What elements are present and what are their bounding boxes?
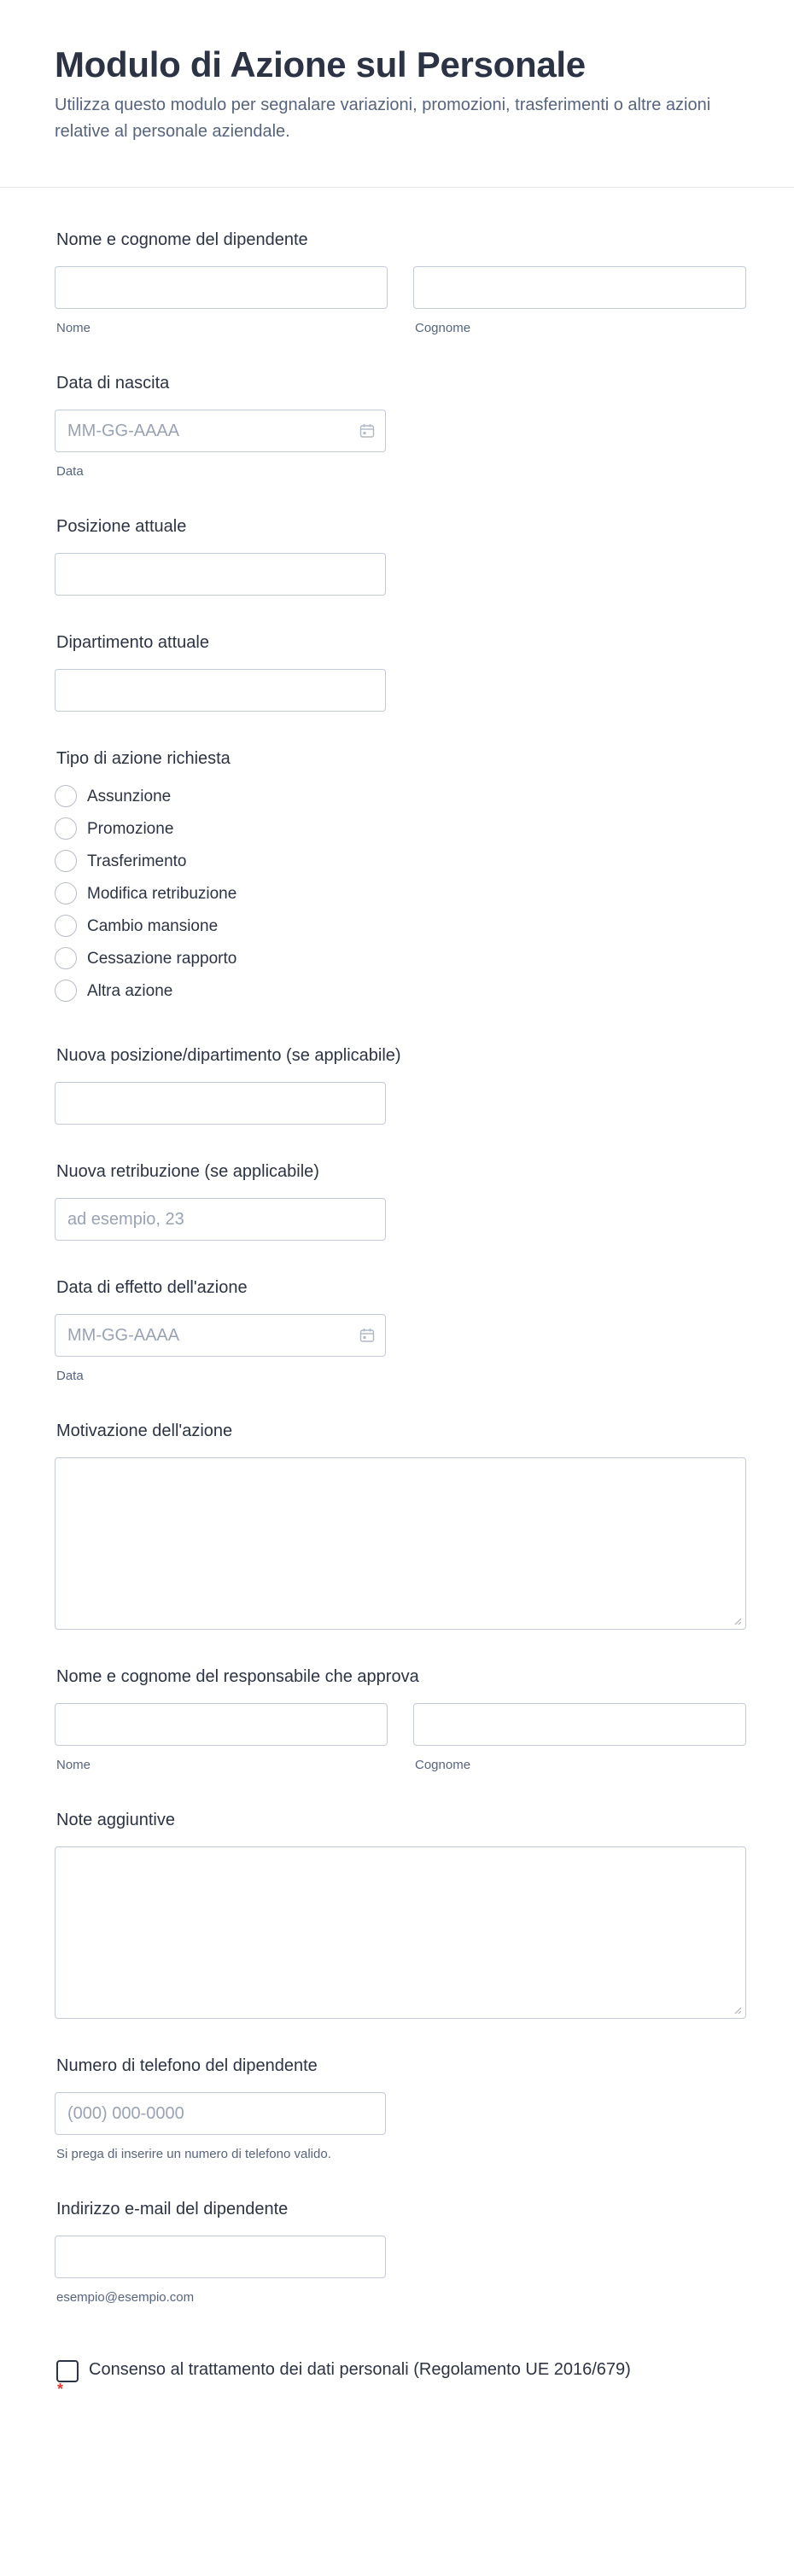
current-department-field[interactable] — [55, 669, 386, 712]
notes-textarea[interactable] — [55, 1847, 745, 2018]
radio-option-label: Altra azione — [87, 982, 173, 1000]
new-position-input[interactable] — [55, 1083, 385, 1124]
effective-date-sublabel: Data — [56, 1369, 84, 1383]
effective-date-label: Data di effetto dell'azione — [56, 1278, 248, 1297]
consent-label[interactable]: Consenso al trattamento dei dati personali (Regolamento UE 2016/679) — [89, 2360, 631, 2379]
radio-button[interactable] — [55, 882, 77, 904]
new-position-field[interactable] — [55, 1082, 386, 1125]
reason-label: Motivazione dell'azione — [56, 1422, 233, 1440]
radio-option-label: Trasferimento — [87, 852, 187, 870]
email-sublabel: esempio@esempio.com — [56, 2290, 195, 2305]
phone-field[interactable] — [55, 2092, 386, 2135]
radio-option-label: Promozione — [87, 820, 174, 838]
notes-label: Note aggiuntive — [56, 1811, 175, 1829]
form-title: Modulo di Azione sul Personale — [55, 44, 586, 84]
radio-button[interactable] — [55, 947, 77, 969]
phone-label: Numero di telefono del dipendente — [56, 2056, 318, 2075]
birth-date-field[interactable] — [55, 410, 386, 452]
email-label: Indirizzo e-mail del dipendente — [56, 2200, 289, 2218]
birth-date-label: Data di nascita — [56, 374, 170, 393]
calendar-icon[interactable] — [359, 423, 375, 439]
email-field[interactable] — [55, 2236, 386, 2278]
radio-option-label: Cambio mansione — [87, 917, 219, 935]
current-department-label: Dipartimento attuale — [56, 633, 209, 652]
employee-last-name-sublabel: Cognome — [415, 321, 471, 335]
approver-last-name-field[interactable] — [413, 1703, 746, 1746]
employee-first-name-field[interactable] — [55, 266, 388, 309]
effective-date-field[interactable] — [55, 1314, 386, 1357]
approver-first-name-field[interactable] — [55, 1703, 388, 1746]
employee-name-label: Nome e cognome del dipendente — [56, 230, 308, 249]
resize-handle-icon[interactable] — [733, 2006, 742, 2015]
current-position-label: Posizione attuale — [56, 517, 187, 536]
radio-option-label: Modifica retribuzione — [87, 885, 237, 903]
approver-last-name-input[interactable] — [414, 1704, 745, 1745]
radio-button[interactable] — [55, 817, 77, 840]
phone-input[interactable] — [55, 2093, 385, 2134]
approver-first-name-sublabel: Nome — [56, 1758, 91, 1772]
consent-checkbox[interactable] — [56, 2360, 79, 2382]
new-salary-label: Nuova retribuzione (se applicabile) — [56, 1162, 319, 1181]
email-input[interactable] — [55, 2236, 385, 2277]
approver-first-name-input[interactable] — [55, 1704, 387, 1745]
phone-sublabel: Si prega di inserire un numero di telefono valido. — [56, 2147, 331, 2161]
form-header — [0, 0, 794, 188]
notes-field[interactable] — [55, 1846, 746, 2019]
birth-date-sublabel: Data — [56, 464, 84, 479]
radio-button[interactable] — [55, 785, 77, 807]
radio-button[interactable] — [55, 850, 77, 872]
employee-last-name-field[interactable] — [413, 266, 746, 309]
radio-button[interactable] — [55, 915, 77, 937]
reason-field[interactable] — [55, 1457, 746, 1630]
birth-date-input[interactable] — [55, 410, 385, 451]
reason-textarea[interactable] — [55, 1458, 745, 1629]
new-salary-field[interactable] — [55, 1198, 386, 1241]
employee-last-name-input[interactable] — [414, 267, 745, 308]
current-department-input[interactable] — [55, 670, 385, 711]
required-mark: * — [57, 2381, 64, 2398]
radio-option-label: Assunzione — [87, 788, 172, 805]
calendar-icon[interactable] — [359, 1328, 375, 1343]
resize-handle-icon[interactable] — [733, 1617, 742, 1625]
employee-first-name-sublabel: Nome — [56, 321, 91, 335]
current-position-field[interactable] — [55, 553, 386, 596]
form-subtitle: Utilizza questo modulo per segnalare variazioni, promozioni, trasferimenti o altre azioni relative al personale aziendale. — [55, 96, 711, 141]
new-position-label: Nuova posizione/dipartimento (se applicabile) — [56, 1046, 401, 1065]
effective-date-input[interactable] — [55, 1315, 385, 1356]
approver-last-name-sublabel: Cognome — [415, 1758, 471, 1772]
radio-button[interactable] — [55, 980, 77, 1002]
current-position-input[interactable] — [55, 554, 385, 595]
new-salary-input[interactable] — [55, 1199, 385, 1240]
approver-name-label: Nome e cognome del responsabile che approva — [56, 1667, 419, 1686]
employee-first-name-input[interactable] — [55, 267, 387, 308]
radio-option-label: Cessazione rapporto — [87, 950, 237, 968]
action-type-label: Tipo di azione richiesta — [56, 749, 231, 768]
